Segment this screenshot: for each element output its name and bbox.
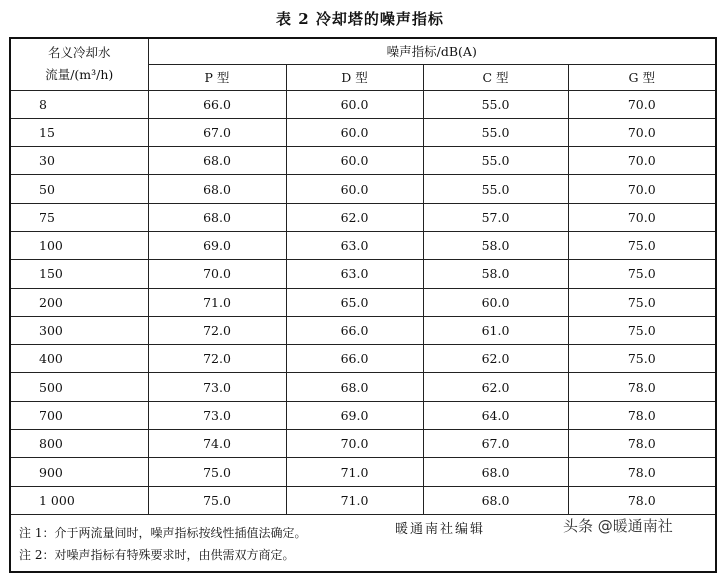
table-row <box>10 90 716 118</box>
type-header: G 型 <box>568 64 716 90</box>
noise-cell: 60.0 <box>286 175 423 203</box>
flow-cell: 30 <box>10 147 148 175</box>
noise-cell: 60.0 <box>286 90 423 118</box>
flow-header-label: 名义冷却水 <box>47 45 111 61</box>
noise-cell: 78.0 <box>568 458 716 486</box>
noise-cell: 67.0 <box>148 118 286 146</box>
noise-cell: 74.0 <box>148 430 286 458</box>
flow-cell: 300 <box>10 316 148 344</box>
noise-cell: 68.0 <box>423 486 568 514</box>
editor-stamp: 暖通南社编辑 <box>395 522 486 537</box>
table-row <box>10 288 716 316</box>
noise-cell: 63.0 <box>286 260 423 288</box>
table-row <box>10 231 716 259</box>
noise-cell: 69.0 <box>148 231 286 259</box>
noise-cell: 75.0 <box>568 345 716 373</box>
noise-cell: 75.0 <box>568 316 716 344</box>
flow-cell: 500 <box>10 373 148 401</box>
noise-cell: 71.0 <box>286 486 423 514</box>
noise-cell: 75.0 <box>148 486 286 514</box>
note-2: 注 2：对噪声指标有特殊要求时，由供需双方商定。 <box>19 547 295 562</box>
flow-cell: 800 <box>10 430 148 458</box>
noise-cell: 68.0 <box>286 373 423 401</box>
noise-cell: 73.0 <box>148 401 286 429</box>
table-row <box>10 175 716 203</box>
table-row <box>10 147 716 175</box>
type-header: P 型 <box>148 64 286 90</box>
table-title: 表 2 冷却塔的噪声指标 <box>276 10 444 28</box>
flow-header-unit: 流量/(m³/h) <box>45 67 114 83</box>
noise-cell: 60.0 <box>286 147 423 175</box>
noise-cell: 55.0 <box>423 147 568 175</box>
noise-cell: 72.0 <box>148 316 286 344</box>
noise-cell: 57.0 <box>423 203 568 231</box>
noise-cell: 70.0 <box>148 260 286 288</box>
noise-cell: 68.0 <box>148 175 286 203</box>
noise-cell: 64.0 <box>423 401 568 429</box>
noise-cell: 55.0 <box>423 90 568 118</box>
noise-header: 噪声指标/dB(A) <box>148 38 716 64</box>
noise-cell: 58.0 <box>423 231 568 259</box>
noise-cell: 75.0 <box>568 288 716 316</box>
flow-cell: 200 <box>10 288 148 316</box>
table-row <box>10 401 716 429</box>
noise-cell: 73.0 <box>148 373 286 401</box>
noise-cell: 69.0 <box>286 401 423 429</box>
noise-cell: 55.0 <box>423 118 568 146</box>
flow-cell: 900 <box>10 458 148 486</box>
noise-cell: 67.0 <box>423 430 568 458</box>
table-row <box>10 458 716 486</box>
flow-cell: 100 <box>10 231 148 259</box>
table-body <box>10 90 716 514</box>
table-row <box>10 345 716 373</box>
noise-cell: 75.0 <box>568 231 716 259</box>
flow-cell: 8 <box>10 90 148 118</box>
noise-cell: 75.0 <box>148 458 286 486</box>
noise-cell: 70.0 <box>568 90 716 118</box>
flow-header <box>10 38 148 90</box>
table-row <box>10 430 716 458</box>
table-row <box>10 316 716 344</box>
noise-cell: 70.0 <box>286 430 423 458</box>
table-row <box>10 203 716 231</box>
noise-cell: 71.0 <box>148 288 286 316</box>
table-row <box>10 373 716 401</box>
noise-cell: 78.0 <box>568 486 716 514</box>
noise-cell: 65.0 <box>286 288 423 316</box>
flow-cell: 150 <box>10 260 148 288</box>
note-1: 注 1：介于两流量间时，噪声指标按线性插值法确定。 <box>19 525 307 540</box>
flow-cell: 50 <box>10 175 148 203</box>
noise-cell: 60.0 <box>423 288 568 316</box>
noise-cell: 68.0 <box>148 203 286 231</box>
noise-cell: 62.0 <box>286 203 423 231</box>
flow-cell: 1 000 <box>10 486 148 514</box>
flow-cell: 700 <box>10 401 148 429</box>
noise-cell: 70.0 <box>568 118 716 146</box>
flow-cell: 75 <box>10 203 148 231</box>
noise-cell: 71.0 <box>286 458 423 486</box>
type-header: C 型 <box>423 64 568 90</box>
noise-cell: 63.0 <box>286 231 423 259</box>
noise-cell: 61.0 <box>423 316 568 344</box>
noise-cell: 66.0 <box>286 316 423 344</box>
noise-cell: 58.0 <box>423 260 568 288</box>
flow-cell: 400 <box>10 345 148 373</box>
noise-cell: 70.0 <box>568 203 716 231</box>
noise-cell: 72.0 <box>148 345 286 373</box>
noise-cell: 66.0 <box>286 345 423 373</box>
noise-cell: 78.0 <box>568 401 716 429</box>
table-row <box>10 118 716 146</box>
noise-cell: 75.0 <box>568 260 716 288</box>
table-row <box>10 260 716 288</box>
noise-cell: 62.0 <box>423 373 568 401</box>
noise-cell: 62.0 <box>423 345 568 373</box>
noise-cell: 55.0 <box>423 175 568 203</box>
noise-cell: 66.0 <box>148 90 286 118</box>
noise-cell: 68.0 <box>148 147 286 175</box>
noise-cell: 60.0 <box>286 118 423 146</box>
flow-cell: 15 <box>10 118 148 146</box>
noise-cell: 68.0 <box>423 458 568 486</box>
watermark: 头条 @暖通南社 <box>563 517 673 535</box>
noise-cell: 70.0 <box>568 175 716 203</box>
table-row <box>10 486 716 514</box>
noise-cell: 78.0 <box>568 430 716 458</box>
noise-cell: 70.0 <box>568 147 716 175</box>
noise-table <box>9 37 717 573</box>
type-header: D 型 <box>286 64 423 90</box>
noise-cell: 78.0 <box>568 373 716 401</box>
